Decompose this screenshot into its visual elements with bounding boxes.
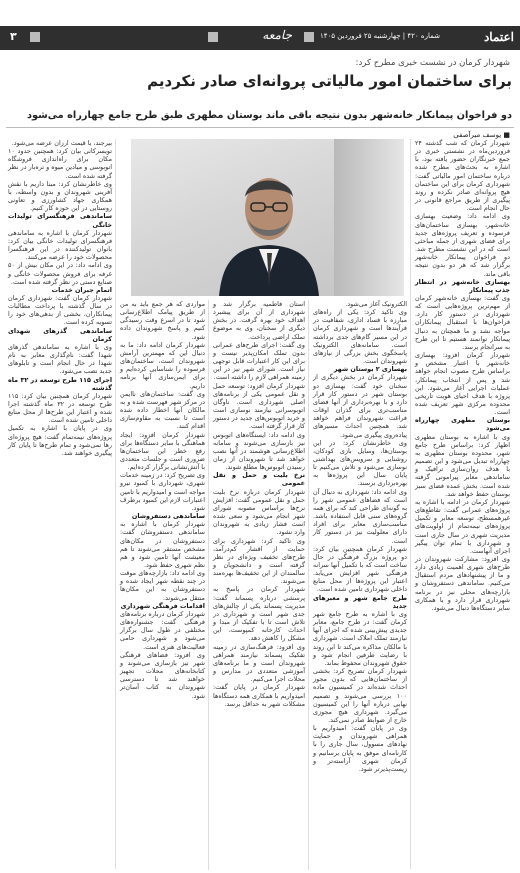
paragraph: شهردار کرمان در بخش دیگری از سخنان خود گفت: بهسازی دو بوستان شهر در دستور کار قرار دارد و با بهره‌برداری از آنها فضای مناسب‌تری برای گذران اوقات فراغت شهروندان فراهم خواهد شد. همچنین احداث مسیرهای پیاده‌روی پیگیری می‌شود. (313, 373, 407, 439)
paragraph: تویسرکانی بیان کرد: همچنین حدود ۱۰ مکان برای راه‌اندازی فروشگاه اتوبوسی و میادین میوه و تره‌بار در نظر گرفته شده است. (8, 147, 112, 180)
section-logo-icon (304, 32, 314, 42)
page-marker-icon (30, 32, 40, 42)
paragraph: وی ادامه داد: وضعیت بهسازی خانه‌شهر، بهسازی ساختمان‌های فرسوده و تعریف پروژه‌های جدید برای فضای شهری از جمله مباحثی است که در این نشست مطرح شد. دو فراخوان پیمانکار خانه‌شهر برگزار شد که هر دو بدون نتیجه باقی ماند. (415, 212, 510, 278)
paragraph: شهردار کرمان افزود: بهسازی خانه‌شهر با اعتبار مشخص و براساس طرح مصوب انجام خواهد شد و پس از انتخاب پیمانکار، عملیات اجرایی آغاز می‌شود. این پروژه با هدف احیای هویت تاریخی محدوده مرکزی شهر تعریف شده است. (415, 351, 510, 417)
paragraph: شهردار کرمان همچنین بیان کرد: ۱۱۵ طرح توسعه در ۳۲ ماه گذشته اجرا شده و اعتبار این طرح‌ها از محل منابع داخلی تامین شده است. (8, 391, 112, 425)
subheading: بهسازی ۲ بوستان شهر (333, 365, 407, 374)
paragraph: مواردی که هر جمع باید به من از طریق پیامک اطلاع‌رسانی شود تا در اسرع وقت رسیدگی کنیم و پاسخ شهروندان داده شود. (120, 300, 205, 341)
paragraph: شهردار کرمان درباره برنامه‌های فرهنگی گفت: جشنواره‌های مختلفی در طول سال برگزار می‌شود و شهرداری حامی فعالیت‌های هنری است. (120, 609, 205, 651)
subheading: اتمام جبران خدمات (51, 285, 112, 294)
divider (6, 127, 514, 128)
subheading: بهسازی خانه‌شهر در انتظار جذب پیمانکار (415, 277, 510, 294)
subheading: ساماندهی فرهنگسرای تولیدات خانگی (8, 212, 112, 229)
paragraph: استان فاطمیه برگزار شد و شهرداری از آن برای پیشبرد اهداف خود بهره گرفت. در بخش دیگری از سخنان، وی به موضوع تملک اراضی پرداخت. (213, 300, 305, 341)
paragraph: وی تاکید کرد: شهرداری برای حمایت از اقشار کم‌درآمد، طرح‌های تخفیف ویژه‌ای در نظر گرفته است و دانشجویان و سالمندان از این تخفیف‌ها بهره‌مند می‌شوند. (213, 536, 305, 586)
flag-background (334, 139, 404, 296)
article-subtitle: دو فراخوان پیمانکار خانه‌شهر بدون نتیجه باقی ماند بوستان مطهری طبق طرح جامع چهارراه می‌شود (26, 110, 512, 121)
section-title: جامعه (262, 28, 292, 42)
paragraph: شهردار کرمان همچنین بیان کرد: دو پروژه بزرگ فرهنگی در حال ساخت است که با تکمیل آنها سرانه فرهنگی شهر افزایش می‌یابد. اعتبار این پروژه‌ها از محل منابع داخلی شهرداری تامین شده است. (313, 544, 407, 594)
paragraph: شهردار کرمان در پایان گفت: امیدواریم با همکاری همه دستگاه‌ها مشکلات شهر به حداقل برسد. (213, 683, 305, 708)
paragraph: شهردار کرمان در ادامه با اشاره به پروژه‌های عمرانی گفت: تقاطع‌های غیرهمسطح، توسعه معابر و تکمیل پروژه‌های نیمه‌تمام از اولویت‌های مدیریت شهری در سال جاری است و شهرداری با تمام توان پیگیر اجرای آنهاست. (415, 497, 510, 555)
article-column-2 (313, 300, 407, 870)
subheading: طرح جامع شهر و معبرهای جدید (313, 593, 407, 610)
paragraph: بیرجند، با قیمت ارزان عرضه می‌شود. (11, 139, 112, 147)
paragraph: الکترونیک آغاز می‌شود. (345, 300, 407, 308)
paragraph: شهردار کرمان درباره نرخ بلیت حمل و نقل عمومی گفت: افزایش نرخ‌ها براساس مصوبه شورای شهر انجام می‌شود و سعی شده است فشار زیادی به شهروندان وارد نشود. (213, 487, 305, 537)
column-divider (208, 300, 209, 870)
paragraph: وی ادامه داد: ایستگاه‌های اتوبوس نیز بازسازی می‌شوند و سامانه اطلاع‌رسانی هوشمند در آنها نصب خواهد شد تا شهروندان از زمان رسیدن اتوبوس‌ها مطلع شوند. (213, 430, 305, 472)
paragraph: شهردار کرمان افزود: ایجاد هماهنگی با سایر دستگاه‌ها برای رفع خطر این ساختمان‌ها ضروری است و جلسات متعددی با آتش‌نشانی برگزار کرده‌ایم. (120, 430, 205, 472)
column-divider (410, 139, 411, 869)
paragraph: وی خاطرنشان کرد: مبنا داریم با نقش آفرینی شهروندان و بدون واسطه، با همکاری جهاد کشاورزی و تعاونی روستایی در این حوزه کار کنیم. (8, 179, 112, 213)
paragraph: وی ادامه داد: شهرداری به دنبال آن است که فضاهای عمومی شهر را به گونه‌ای طراحی کند که برای همه گروه‌های سنی قابل استفاده باشد. مناسب‌سازی معابر برای افراد دارای معلولیت نیز در دستور کار است. (313, 487, 407, 545)
article-column-3 (213, 300, 305, 870)
issue-info: شماره ۴۲۰ | چهارشنبه ۲۵ فروردین ۱۴۰۵ (320, 32, 440, 40)
paragraph: شهردار کرمان ادامه داد: ما به دنبال این که مهمترین آرامش شهروندان است، ساختمان‌های فرسوده را شناسایی کرده‌ایم و برای ایمن‌سازی آنها برنامه داریم. (120, 340, 205, 390)
paragraph: وی تاکید کرد: یکی از راه‌های مبارزه با فساد اداری، شفافیت در فرآیندها است و شهرداری کرمان در این مسیر گام‌های جدی برداشته است. سامانه‌های الکترونیک پاسخگوی بخش بزرگی از نیازهای شهروندان است. (313, 308, 407, 366)
subheading: ساماندهی گذرهای شهدای کرمان (8, 326, 112, 343)
paragraph: وی گفت: بهسازی خانه‌شهر کرمان از مهم‌ترین پروژه‌هایی است که شهرداری در دستور کار دارد. فراخوان‌ها با استقبال پیمانکاران مواجه نشد و ما همچنان به دنبال پیمانکار توانمند هستیم تا این طرح به سرانجام برسد. (415, 293, 510, 351)
paragraph: شهردار کرمان افزود: توسعه حمل و نقل عمومی یکی از برنامه‌های اصلی شهرداری است. ناوگان اتوبوسرانی نیازمند نوسازی است و خرید اتوبوس‌های جدید در دستور کار قرار گرفته است. (213, 381, 305, 431)
paragraph: وی در پایان با اشاره به تکمیل پروژه‌های نیمه‌تمام گفت: هیچ پروژه‌ای رها نمی‌شود و تمام طرح‌ها تا پایان کار پیگیری خواهند شد. (8, 424, 112, 457)
paragraph: وی در پایان گفت: امیدواریم با همراهی شهروندان و حمایت نهادهای مسوول، سال جاری را با کارنامه‌ای موفق به پایان برسانیم و کرمان شهری آراسته‌تر و زیست‌پذیرتر شود. (313, 724, 407, 773)
column-divider (115, 139, 116, 869)
paragraph: شهردار کرمان تصریح کرد: بخشی از ساختمان‌هایی که بدون مجوز احداث شده‌اند در کمیسیون ماده ۱۰۰ بررسی می‌شوند و تصمیم نهایی درباره آنها را این کمیسیون می‌گیرد. شهرداری هیچ مجوزی خارج از ضوابط صادر نمی‌کند. (313, 667, 407, 724)
paragraph: وی ادامه داد: در این مکان بیش از ۵۰ غرفه برای فروش محصولات خانگی و صنایع دستی در نظر گرفته شده است. (8, 261, 112, 286)
section-logo-icon (208, 32, 218, 42)
subheading: اقدامات فرهنگی شهرداری (120, 601, 205, 610)
paragraph: شهردار کرمان در پاسخ به پرسشی درباره پسماند گفت: مدیریت پسماند یکی از چالش‌های جدی شهر است و شهرداری در تلاش است تا با تفکیک از مبدا و احداث کارخانه کمپوست، این مشکل را کاهش دهد. (213, 585, 305, 643)
paragraph: وی تصریح کرد: در زمینه خدمات شهری، شهرداری با کمبود نیرو مواجه است و امیدواریم با تامین اعتبارات لازم این کمبود برطرف شود. (120, 471, 205, 512)
subheading: ساماندهی دستفروشان (131, 512, 205, 521)
paragraph: وی افزود: مشارکت شهروندان در طرح‌های شهری اهمیت زیادی دارد و ما از پیشنهادهای مردم استقبال می‌کنیم. ساماندهی دستفروشان و بازارچه‌های محلی نیز در برنامه شهرداری قرار دارد و با همکاری سایر دستگاه‌ها دنبال می‌شود. (415, 554, 510, 612)
subheading: اجرای ۱۱۵ طرح توسعه در ۳۲ ماه گذشته (8, 375, 113, 392)
paragraph: شهردار کرمان گفت: شهرداری کرمان در سال گذشته با پرداخت مطالبات پیمانکاران، بخشی از بدهی‌های خود را تسویه کرده است. (8, 293, 112, 327)
paragraph: شهردار کرمان با اشاره به ساماندهی دستفروشان گفت: دستفروشان در مکان‌های مشخص مستقر می‌شوند تا هم معیشت آنها تامین شود و هم نظم شهری حفظ شود. (120, 520, 205, 569)
article-byline: ■ یوسف میرآصفی (453, 131, 510, 139)
paragraph: وی گفت: ساختمان‌های ناایمن در مرکز شهر فهرست شده و به مالکان آنها اخطار داده شده است تا نسبت به مقاوم‌سازی اقدام کنند. (120, 389, 205, 431)
paragraph: وی با اشاره به بوستان مطهری اظهار کرد: براساس طرح جامع شهر، محدوده بوستان مطهری به چهارراه تبدیل می‌شود و این تصمیم با هدف روان‌سازی ترافیک و ساماندهی معابر پیرامونی گرفته شده است. بخش عمده فضای سبز بوستان حفظ خواهد شد. (415, 432, 510, 498)
article-photo (131, 139, 404, 296)
paragraph: شهردار کرمان با اشاره به ساماندهی فرهنگسرای تولیدات خانگی بیان کرد: بانوان تولیدکننده در این فرهنگسرا محصولات خود را عرضه می‌کنند. (8, 228, 112, 262)
newspaper-brand: اعتماد (483, 30, 514, 44)
mayor-portrait (209, 157, 329, 296)
paragraph: وی ادامه داد: بازارچه‌های موقت در چند نقطه شهر ایجاد شده و دستفروشان به این مکان‌ها منتقل می‌شوند. (120, 569, 205, 602)
paragraph: وی گفت: اجرای طرح‌های عمرانی بدون تملک امکان‌پذیر نیست و برای این کار اعتبارات قابل توجهی نیاز است. شورای شهر نیز در این زمینه همراهی لازم را داشته است. (213, 340, 305, 382)
paragraph: وی خاطرنشان کرد: در این بوستان‌ها، وسایل بازی کودکان، روشنایی و سرویس‌های بهداشتی نوسازی می‌شود و تلاش می‌کنیم تا پایان سال این پروژه‌ها به بهره‌برداری برسند. (313, 438, 407, 488)
paragraph: وی با اشاره به طرح جامع شهر کرمان گفت: در طرح جامع، معابر جدیدی پیش‌بینی شده که اجرای آنها نیازمند تملک املاک است. شهرداری با مالکان مذاکره می‌کند تا این روند با رضایت طرفین انجام شود و حقوق شهروندان محفوظ بماند. (313, 609, 407, 667)
article-column-1 (415, 139, 510, 869)
paragraph: وی افزود: فضاهای فرهنگی شهر نیز بازسازی می‌شوند و کتابخانه‌های محلات تجهیز خواهند شد تا دسترسی شهروندان به کتاب آسان‌تر شود. (120, 650, 205, 700)
paragraph: شهردار کرمان که شب گذشته ۲۴ فروردین‌ماه در نشستی خبری در جمع خبرنگاران حضور یافته بود، با اشاره به بحث‌های مطرح شده درباره ساختمان امور مالیاتی گفت: شهرداری کرمان برای این ساختمان هیچ پروانه‌ای صادر نکرده و روند پیگیری از طریق مراجع قانونی در حال انجام است. (415, 139, 510, 213)
paragraph: وی افزود: فرهنگ‌سازی در زمینه تفکیک پسماند نیازمند همراهی شهروندان است و ما برنامه‌های آموزشی متعددی در مدارس و محلات اجرا می‌کنیم. (213, 642, 305, 684)
subheading: بوستان مطهری چهارراه می‌شود (415, 416, 510, 433)
subheading: نرخ بلیت و حمل و نقل عمومی (213, 471, 305, 488)
article-kicker: شهردار کرمان در نشست خبری مطرح کرد: (355, 58, 510, 68)
column-divider (308, 300, 309, 870)
page-number: ۳ (10, 30, 17, 43)
article-column-5 (8, 139, 112, 869)
article-headline: برای ساختمان امور مالیاتی پروانه‌ای صادر نکردیم (147, 72, 512, 90)
article-column-4 (120, 300, 205, 870)
paragraph: وی با اشاره به ساماندهی گذرهای شهدا گفت: نام‌گذاری معابر به نام شهدا در حال انجام است و تابلوهای جدید نصب می‌شود. (8, 342, 112, 376)
masthead-bar (0, 26, 520, 50)
